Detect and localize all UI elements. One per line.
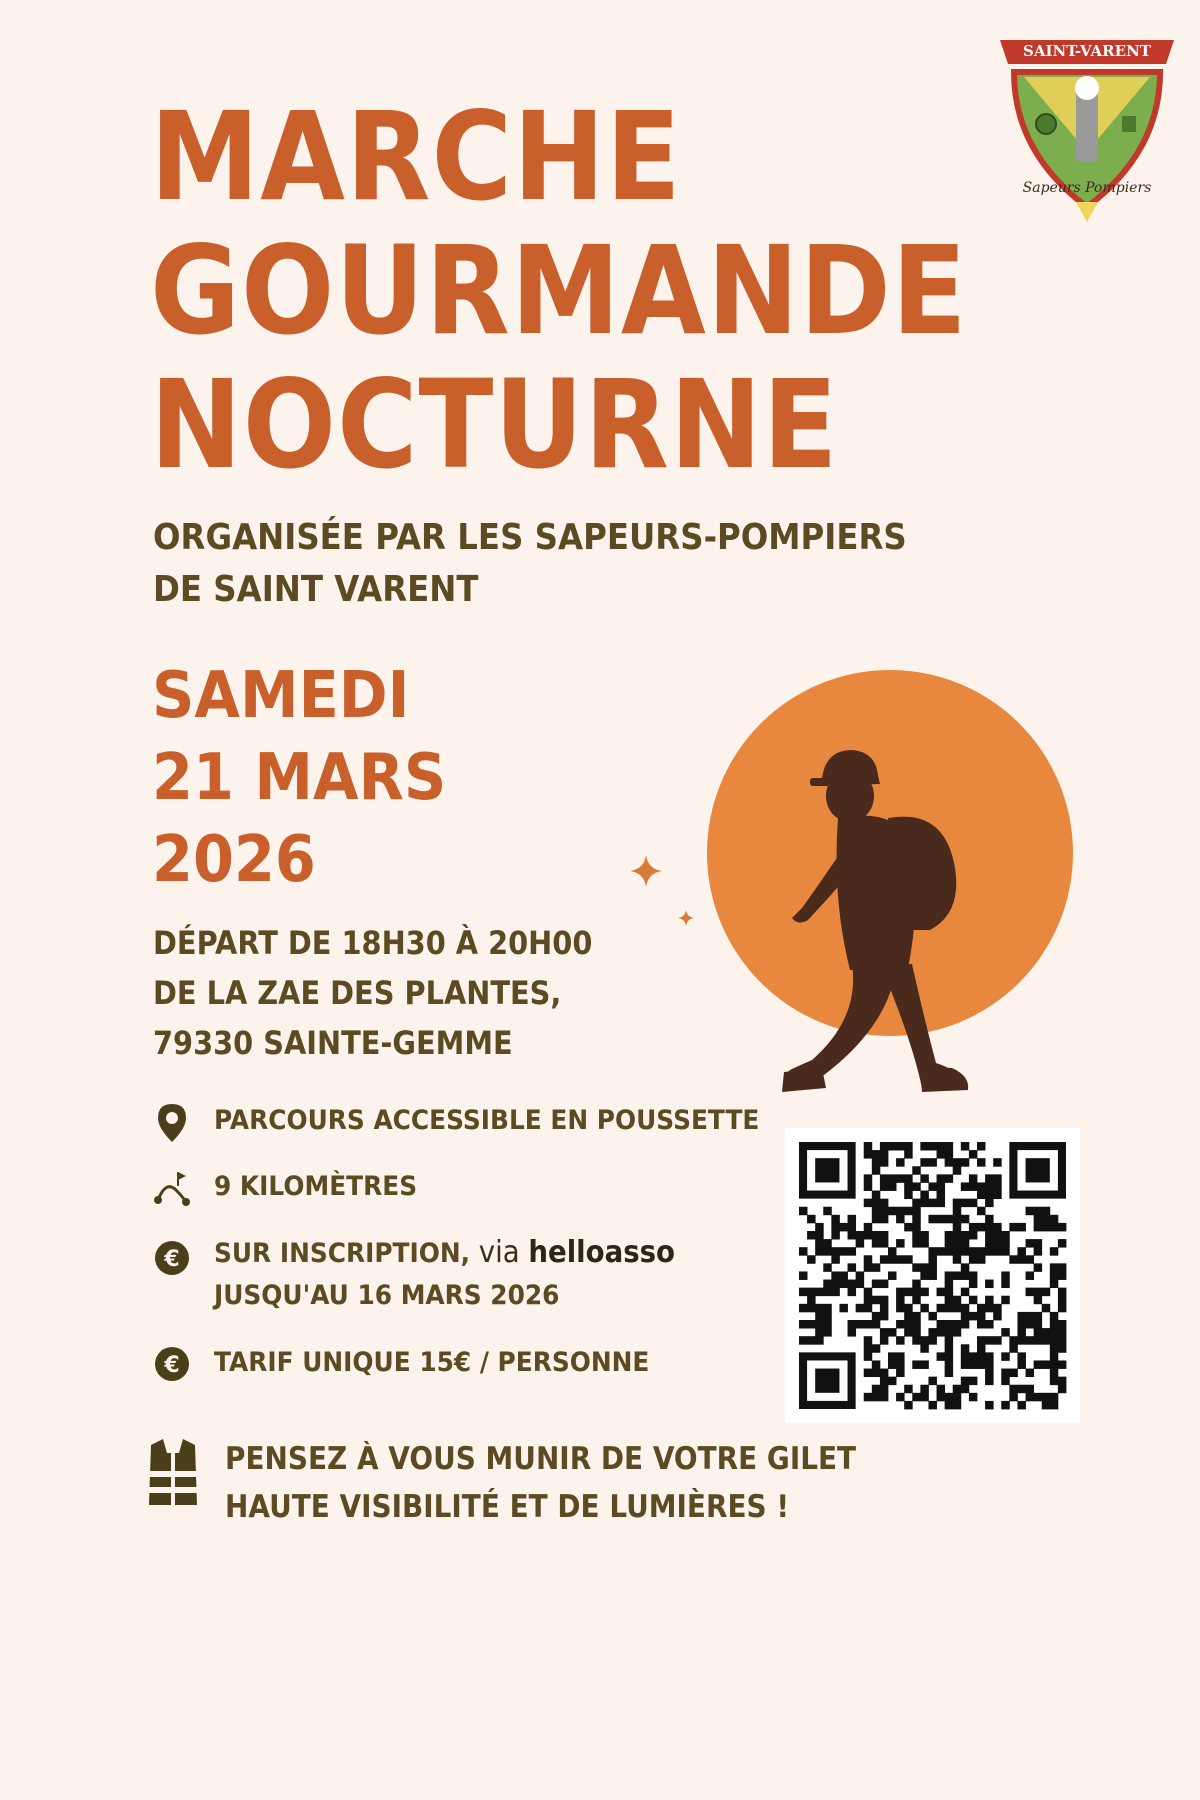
price-info-row [150, 1342, 687, 1386]
title-line-2: GOURMANDE [150, 220, 968, 362]
organizer-line-1: ORGANISÉE PAR LES SAPEURS-POMPIERS [153, 517, 907, 558]
sun-hiker-illustration [700, 668, 1100, 1118]
reminder-row [145, 1435, 926, 1531]
registration-deadline: JUSQU'AU 16 MARS 2026 [214, 1280, 560, 1311]
reminder-line-1: PENSEZ À VOUS MUNIR DE VOTRE GILET [225, 1441, 857, 1477]
registration-text [214, 1232, 675, 1317]
svg-text:€: € [164, 1247, 180, 1272]
price-text: TARIF UNIQUE 15€ / PERSONNE [214, 1347, 650, 1378]
helloasso-brand: helloasso [528, 1235, 676, 1270]
crest-bottom-text: Sapeurs Pompiers [1022, 180, 1152, 196]
map-pin-icon [150, 1100, 194, 1144]
departure-location: DE LA ZAE DES PLANTES, [153, 974, 562, 1012]
departure-city: 79330 SAINTE-GEMME [153, 1024, 513, 1062]
sparkle-icon [630, 855, 662, 887]
registration-prefix: SUR INSCRIPTION, [214, 1238, 471, 1269]
distance-text: 9 KILOMÈTRES [214, 1171, 418, 1202]
event-date [152, 655, 446, 901]
event-title [150, 86, 968, 496]
organizer-text [153, 512, 907, 616]
date-day: SAMEDI [152, 659, 410, 733]
small-sparkle-icon [678, 910, 694, 926]
title-line-3: NOCTURNE [150, 354, 839, 496]
registration-via: via [478, 1235, 520, 1270]
reminder-text [225, 1435, 856, 1531]
reminder-line-2: HAUTE VISIBILITÉ ET DE LUMIÈRES ! [225, 1489, 790, 1525]
euro-icon [150, 1232, 194, 1276]
title-line-1: MARCHE [150, 86, 682, 228]
stroller-text: PARCOURS ACCESSIBLE EN POUSSETTE [214, 1105, 760, 1136]
departure-time: DÉPART DE 18H30 À 20H00 [153, 924, 593, 962]
qr-code-image [785, 1128, 1080, 1423]
route-icon [150, 1166, 194, 1210]
registration-info-row [150, 1232, 715, 1317]
date-year: 2026 [152, 823, 316, 897]
distance-info-row [150, 1166, 435, 1210]
euro-icon [150, 1342, 194, 1386]
qr-code[interactable] [785, 1128, 1080, 1423]
crest-top-text: SAINT-VARENT [1023, 42, 1151, 60]
saint-varent-fire-crest-logo [994, 32, 1180, 222]
safety-vest-icon [145, 1435, 201, 1509]
date-day-month: 21 MARS [152, 741, 447, 815]
departure-info [153, 918, 592, 1068]
svg-text:€: € [164, 1353, 180, 1378]
organizer-line-2: DE SAINT VARENT [153, 569, 479, 610]
stroller-info-row [150, 1100, 807, 1144]
